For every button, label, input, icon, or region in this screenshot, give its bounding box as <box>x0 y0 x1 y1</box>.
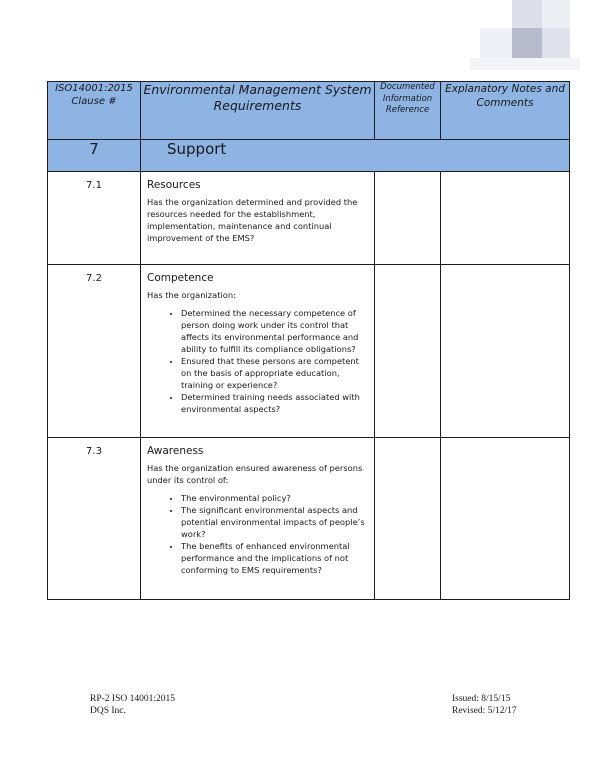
decorative-tile <box>542 0 570 28</box>
requirement-question: Has the organization: <box>147 290 236 300</box>
requirement-cell <box>141 265 375 438</box>
requirement-question: Has the organization determined and provided the resources needed for the establishment, implementation, maintenance and continual improvement of the EMS? <box>147 197 358 243</box>
documented-reference-cell[interactable] <box>375 265 441 438</box>
requirement-bullets <box>147 492 368 576</box>
requirement-title: Resources <box>147 179 201 191</box>
bullet-item: • Determined training needs associated with environmental aspects? <box>181 391 368 415</box>
requirements-table <box>47 81 570 600</box>
bullet-item: • The environmental policy? <box>181 492 368 504</box>
documented-reference-cell[interactable] <box>375 438 441 600</box>
table-row <box>48 438 570 600</box>
table-row <box>48 172 570 265</box>
footer-doc-id: RP-2 ISO 14001:2015 <box>90 694 175 704</box>
notes-cell[interactable] <box>441 172 570 265</box>
section-number: 7 <box>48 140 141 172</box>
bullet-item: • Determined the necessary competence of person doing work under its control that affects its environmental performance and ability to fulfill its compliance obligations? <box>181 307 368 355</box>
requirement-title: Competence <box>147 272 214 284</box>
requirement-question: Has the organization ensured awareness of persons under its control of: <box>147 463 363 485</box>
header-documented-information: Documented Information Reference <box>380 82 435 115</box>
header-requirements: Environmental Management System Requirements <box>143 82 372 113</box>
clause-number: 7.2 <box>48 265 141 438</box>
table-row <box>48 265 570 438</box>
footer-issued: Issued: 8/15/15 <box>452 694 511 704</box>
decorative-tile <box>542 28 570 58</box>
decorative-tile <box>480 28 512 58</box>
documented-reference-cell[interactable] <box>375 172 441 265</box>
notes-cell[interactable] <box>441 265 570 438</box>
clause-number: 7.3 <box>48 438 141 600</box>
header-clause: ISO14001:2015 Clause # <box>55 83 133 107</box>
bullet-item: • The significant environmental aspects and potential environmental impacts of people’s work? <box>181 504 368 540</box>
requirement-cell <box>141 172 375 265</box>
section-row <box>48 140 570 172</box>
requirement-title: Awareness <box>147 445 204 457</box>
table-header-row <box>48 82 570 140</box>
header-explanatory-notes: Explanatory Notes and Comments <box>445 83 565 109</box>
footer-right <box>452 693 517 717</box>
requirement-bullets <box>147 307 368 415</box>
clause-number: 7.1 <box>48 172 141 265</box>
decorative-tile <box>470 58 580 70</box>
decorative-tile <box>512 28 542 58</box>
footer-revised: Revised: 5/12/17 <box>452 706 517 716</box>
bullet-item: • The benefits of enhanced environmental performance and the implications of not conforming to EMS requirements? <box>181 540 368 576</box>
section-title: Support <box>141 140 570 172</box>
footer-left <box>90 693 175 717</box>
decorative-tile <box>512 0 542 28</box>
notes-cell[interactable] <box>441 438 570 600</box>
requirement-cell <box>141 438 375 600</box>
bullet-item: • Ensured that these persons are competent on the basis of appropriate education, training or experience? <box>181 355 368 391</box>
footer-company: DQS Inc. <box>90 706 126 716</box>
